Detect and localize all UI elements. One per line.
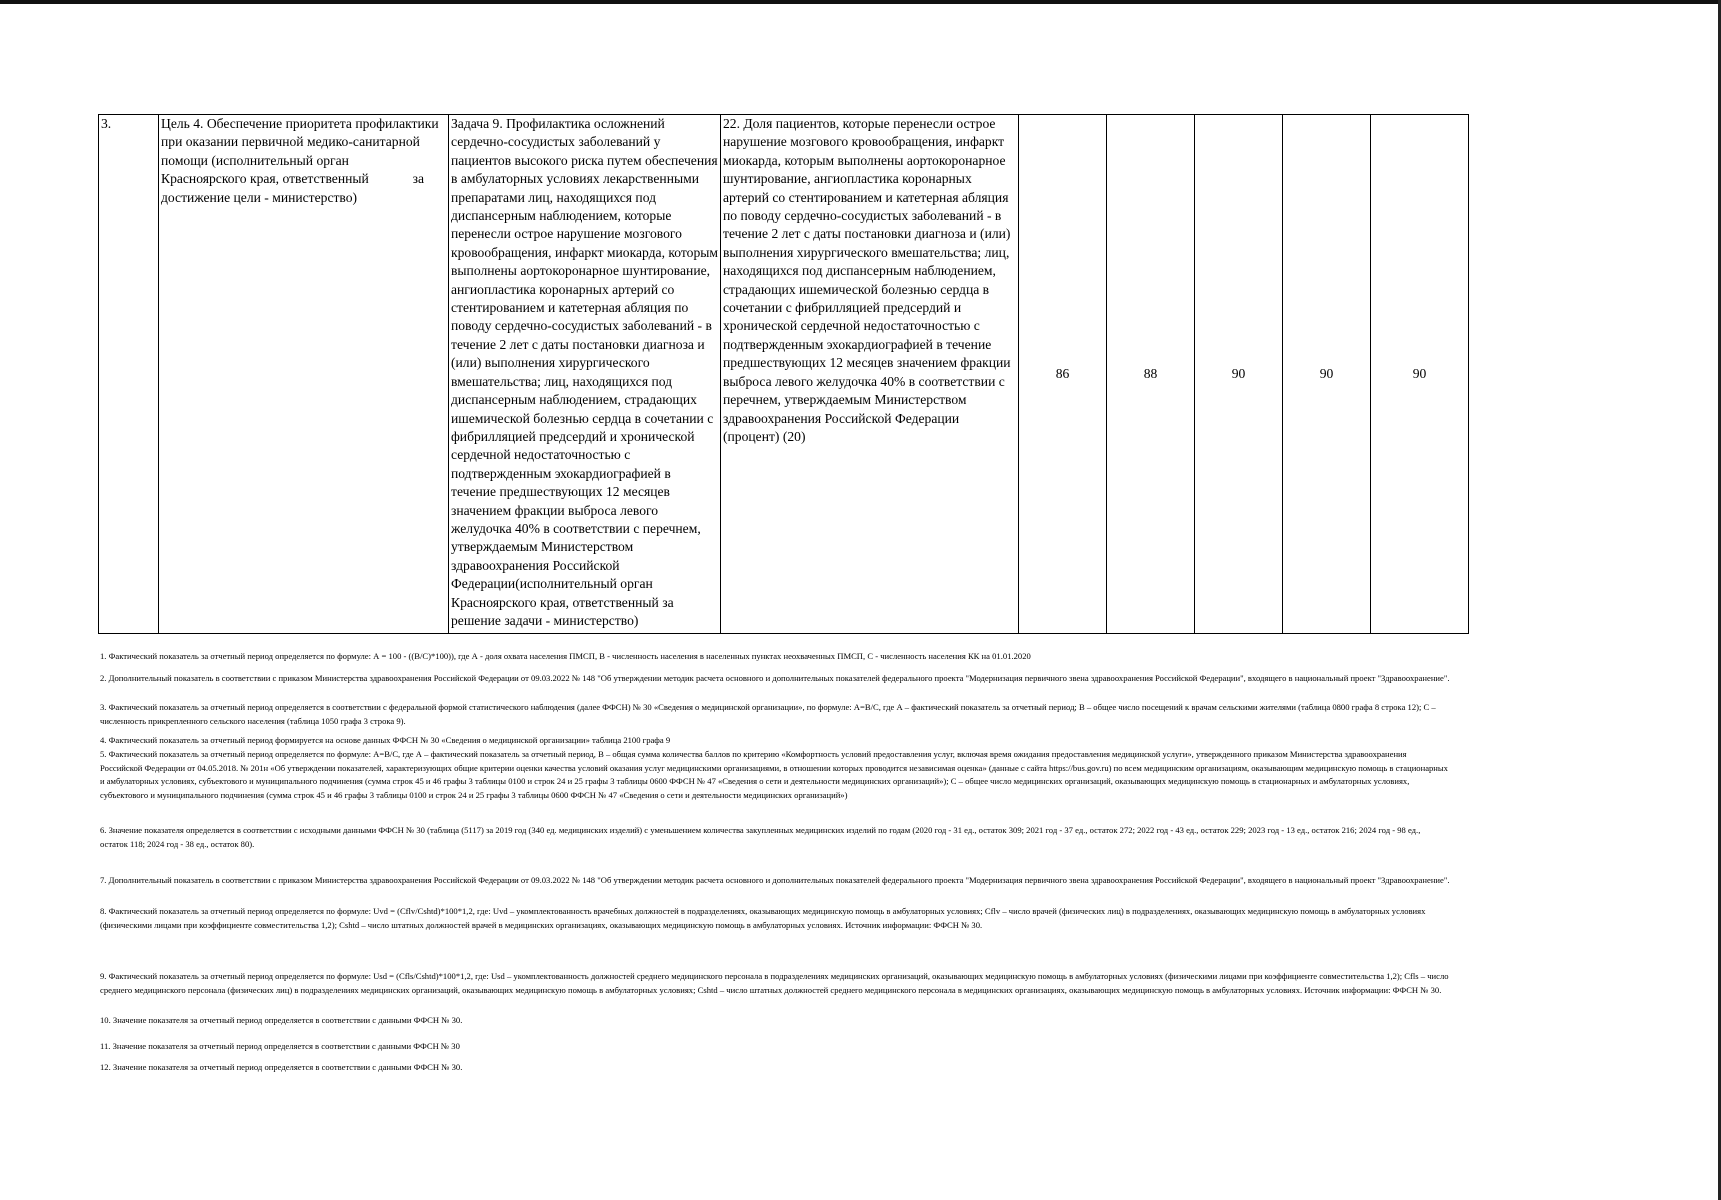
table-row xyxy=(99,115,1469,634)
footnote: 11. Значение показателя за отчетный период определяется в соответствии с данными ФФСН № 30 xyxy=(100,1041,460,1052)
goal-line: Цель 4. Обеспечение приоритета профилактики xyxy=(161,116,439,131)
footnote: 6. Значение показателя определяется в соответствии с исходными данными ФФСН № 30 (таблица (5117) за 2019 год (340 ед. медицинских изделий) с уменьшением количества закупленных медицинских изделий по годам (2020 год - 31 ед., остаток 309; 2021 год - 37 ед., остаток 272; 2022 год - 43 ед., остаток 229; 2023 год - 13 ед., остаток 216; 2024 год - 98 ед., остаток 118; 2024 год - 38 ед., остаток 80). xyxy=(100,825,1421,849)
goal-line: достижение цели - министерство) xyxy=(161,189,358,205)
value-cell: 90 xyxy=(1195,115,1283,634)
value-cell: 90 xyxy=(1283,115,1371,634)
scan-border-top xyxy=(0,0,1721,4)
row-number: 3. xyxy=(99,115,159,634)
goal-line-justified xyxy=(161,170,446,188)
indicator-cell: 22. Доля пациентов, которые перенесли острое нарушение мозгового кровообращения, инфаркт миокарда, которым выполнены аортокоронарное шунтирование, ангиопластика коронарных артерий со стентированием и катетерная абляция по поводу сердечно-сосудистых заболеваний - в течение 2 лет с даты постановки диагноза и (или) выполнения хирургического вмешательства; лиц, находящихся под диспансерным наблюдением, страдающих ишемической болезнью сердца в сочетании с фибрилляцией предсердий и хронической сердечной недостаточностью с подтвержденным эхокардиографией в течение предшествующих 12 месяцев значением фракции выброса левого желудочка 40% в соответствии с перечнем, утверждаемым Министерством здравоохранения Российской Федерации (процент) (20) xyxy=(721,115,1019,634)
goal-line-word: за xyxy=(412,171,424,187)
footnote: 2. Дополнительный показатель в соответствии с приказом Министерства здравоохранения Российской Федерации от 09.03.2022 № 148 "Об утверждении методик расчета основного и дополнительных показателей федерального проекта "Модернизация первичного звена здравоохранения Российской Федерации", входящего в национальный проект "Здравоохранение". xyxy=(100,672,1450,683)
footnote: 10. Значение показателя за отчетный период определяется в соответствии с данными ФФСН № 30. xyxy=(100,1014,463,1025)
footnote: 9. Фактический показатель за отчетный период определяется по формуле: Usd = (Cfls/Cshtd)*100*1,2, где: Usd – укомплектованность должностей среднего медицинского персонала в подразделениях медицинских организаций, оказывающих медицинскую помощь в амбулаторных условиях (физическими лицами при коэффициенте совместительства 1,2); Cfls – число среднего медицинского персонала (физических лиц) в подразделениях медицинских организаций, оказывающих медицинскую помощь в амбулаторных условиях; Cshtd – число штатных должностей среднего медицинского персонала в медицинских организациях, оказывающих медицинскую помощь в амбулаторных условиях. Источник информации: ФФСН № 30. xyxy=(100,971,1449,995)
value-cell: 90 xyxy=(1371,115,1469,634)
task-cell: Задача 9. Профилактика осложнений сердечно-сосудистых заболеваний у пациентов высокого риска путем обеспечения в амбулаторных условиях лекарственными препаратами лиц, находящихся под диспансерным наблюдением, которые перенесли острое нарушение мозгового кровообращения, инфаркт миокарда, которым выполнены аортокоронарное шунтирование, ангиопластика коронарных артерий со стентированием и катетерная абляция по поводу сердечно-сосудистых заболеваний - в течение 2 лет с даты постановки диагноза и (или) выполнения хирургического вмешательства; лиц, находящихся под диспансерным наблюдением, страдающих ишемической болезнью сердца в сочетании с фибрилляцией предсердий и хронической сердечной недостаточностью с подтвержденным эхокардиографией в течение предшествующих 12 месяцев значением фракции выброса левого желудочка 40% в соответствии с перечнем, утверждаемым Министерством здравоохранения Российской Федерации(исполнительный орган Красноярского края, ответственный за решение задачи - министерство) xyxy=(449,115,721,634)
footnote: 3. Фактический показатель за отчетный период определяется в соответствии с федеральной формой статистического наблюдения (далее ФФСН) № 30 «Сведения о медицинской организации», по формуле: А=В/С, где А – фактический показатель за отчетный период; В – общее число посещений к врачам сельскими жителями (таблица 0800 графа 8 строка 12); С – численность прикрепленного сельского населения (таблица 1050 графа 3 строка 9). xyxy=(100,702,1436,726)
goal-line: при оказании первичной медико-санитарной xyxy=(161,134,420,150)
footnote: 4. Фактический показатель за отчетный период формируется на основе данных ФФСН № 30 «Сведения о медицинской организации» таблица 2100 графа 9 xyxy=(100,735,671,746)
footnote: 1. Фактический показатель за отчетный период определяется по формуле: А = 100 - ((В/С)*100)), где А - доля охвата населения ПМСП, В - численность населения в населенных пунктах неохваченных ПМСП, С - численность населения КК на 01.01.2020 xyxy=(100,651,1031,661)
indicators-table xyxy=(98,114,1469,634)
footnote: 8. Фактический показатель за отчетный период определяется по формуле: Uvd = (Cflv/Cshtd)*100*1,2, где: Uvd – укомплектованность врачебных должностей в подразделениях, оказывающих медицинскую помощь в амбулаторных условиях; Cflv – число врачей (физических лиц) в подразделениях, оказывающих медицинскую помощь в амбулаторных условиях (физическими лицами при коэффициенте совместительства 1,2); Cshtd – число штатных должностей врачей в медицинских организациях, оказывающих медицинскую помощь в амбулаторных условиях. Источник информации: ФФСН № 30. xyxy=(100,906,1426,930)
goal-line: помощи (исполнительный орган xyxy=(161,152,349,168)
footnotes xyxy=(100,650,1450,1074)
goal-line-text: Красноярского края, ответственный xyxy=(161,171,369,187)
footnote: 12. Значение показателя за отчетный период определяется в соответствии с данными ФФСН № 30. xyxy=(100,1061,463,1072)
value-cell: 88 xyxy=(1107,115,1195,634)
footnote: 7. Дополнительный показатель в соответствии с приказом Министерства здравоохранения Российской Федерации от 09.03.2022 № 148 "Об утверждении методик расчета основного и дополнительных показателей федерального проекта "Модернизация первичного звена здравоохранения Российской Федерации", входящего в национальный проект "Здравоохранение". xyxy=(100,874,1450,885)
value-cell: 86 xyxy=(1019,115,1107,634)
footnote: 5. Фактический показатель за отчетный период определяется по формуле: А=В/С, где А – фактический показатель за отчетный период, В – общая сумма количества баллов по критерию «Комфортность условий предоставления услуг, включая время ожидания предоставления медицинской услуги», утвержденного приказом Министерства здравоохранения Российской Федерации от 04.05.2018. № 201н «Об утверждении показателей, характеризующих общие критерии оценки качества условий оказания услуг медицинскими организациями, в отношении которых проводится независимая оценка» (данные с сайта https://bus.gov.ru) по всем медицинским организациям, оказывающим медицинскую помощь в стационарных и амбулаторных условиях, субъектового и муниципального подчинения (сумма строк 45 и 46 графы 3 таблицы 0100 и строк 24 и 25 графы 3 таблицы 0600 ФФСН № 47 «Сведения о сети и деятельности медицинских организаций»); С – общее число медицинских организаций, оказывающих медицинскую помощь в стационарных и амбулаторных условиях, субъектового и муниципального подчинения (сумма строк 45 и 46 графы 3 таблицы 0100 и строк 24 и 25 графы 3 таблицы 0600 ФФСН № 47 «Сведения о сети и деятельности медицинских организаций») xyxy=(100,748,1448,800)
goal-cell xyxy=(159,115,449,634)
